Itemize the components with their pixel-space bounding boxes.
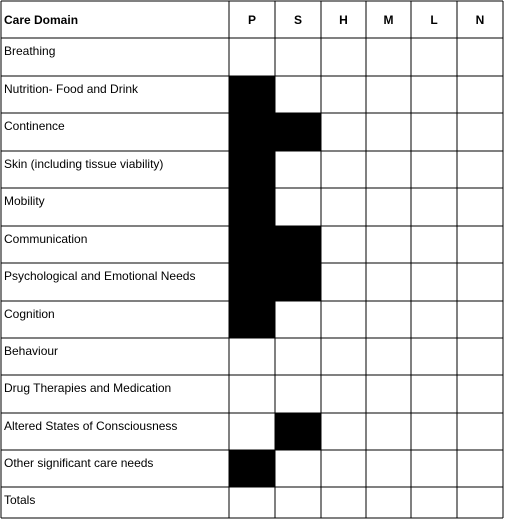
filled-cell-p <box>229 113 275 151</box>
row-label: Altered States of Consciousness <box>4 419 178 433</box>
row-label: Other significant care needs <box>4 456 154 470</box>
filled-cell-p <box>229 76 275 113</box>
row-label: Psychological and Emotional Needs <box>4 269 196 283</box>
filled-cell-s <box>275 413 321 450</box>
filled-cell-s <box>275 226 321 263</box>
row-label: Drug Therapies and Medication <box>4 381 172 395</box>
row-label: Continence <box>4 119 65 133</box>
row-label: Skin (including tissue viability) <box>4 157 164 171</box>
row-label: Nutrition- Food and Drink <box>4 82 139 96</box>
row-label: Totals <box>4 493 36 507</box>
column-header-p: P <box>247 13 257 27</box>
row-label: Cognition <box>4 307 55 321</box>
column-header-l: L <box>430 13 438 27</box>
row-label: Breathing <box>4 44 56 58</box>
filled-cell-s <box>275 263 321 301</box>
column-header-s: S <box>293 13 303 27</box>
filled-cell-p <box>229 226 275 263</box>
row-label: Behaviour <box>4 344 59 358</box>
column-header-m: M <box>383 13 394 27</box>
care-domain-header: Care Domain <box>4 13 79 27</box>
filled-cell-p <box>229 188 275 226</box>
filled-cell-s <box>275 113 321 151</box>
row-label: Mobility <box>4 194 45 208</box>
row-label: Communication <box>4 232 88 246</box>
filled-cell-p <box>229 301 275 338</box>
column-header-h: H <box>339 13 348 27</box>
filled-cell-p <box>229 263 275 301</box>
column-header-n: N <box>475 13 485 27</box>
filled-cell-p <box>229 151 275 188</box>
filled-cell-p <box>229 450 275 487</box>
